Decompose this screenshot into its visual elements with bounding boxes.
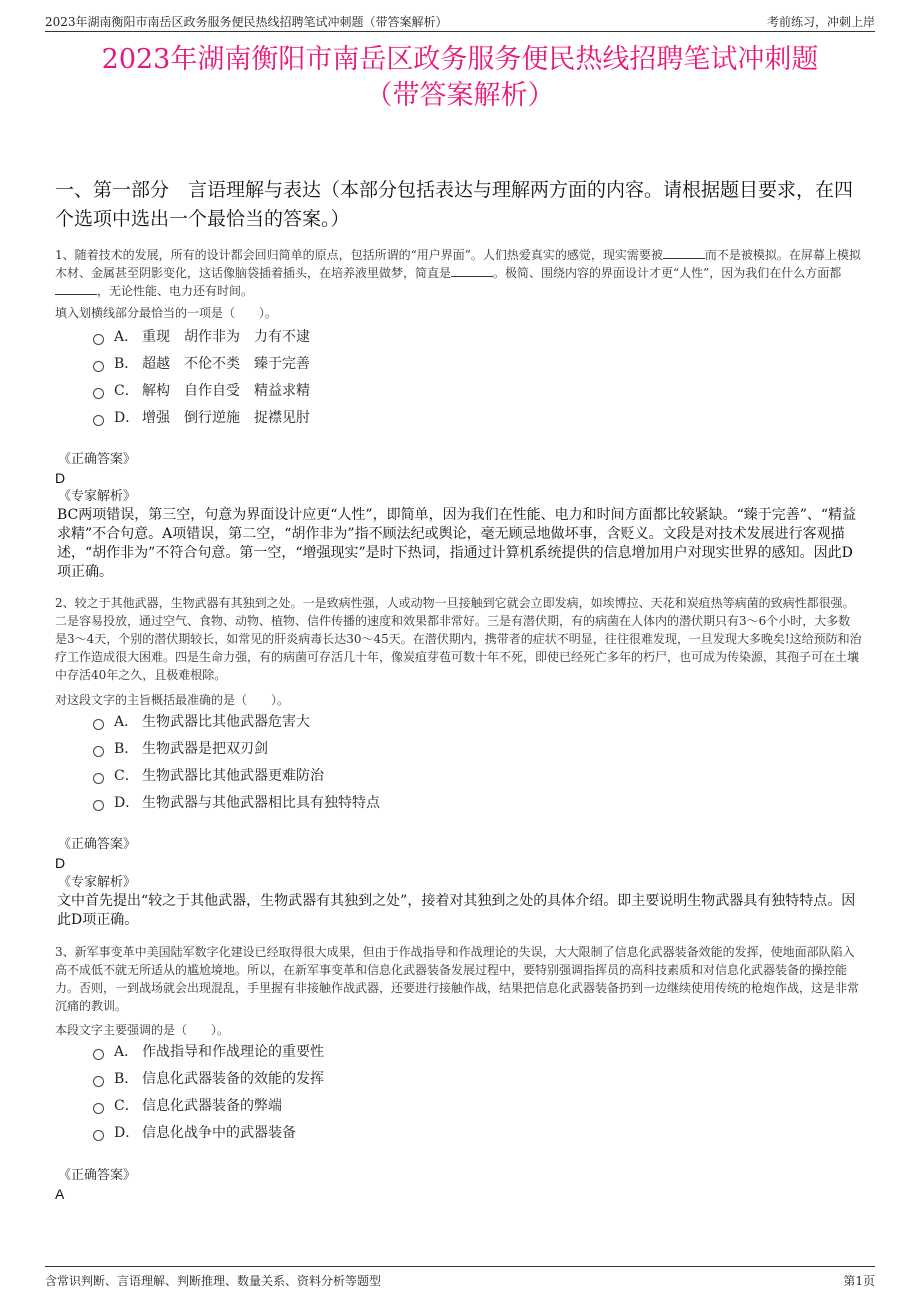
page-header xyxy=(45,10,875,32)
radio-icon[interactable] xyxy=(93,415,104,426)
option-text: 生物武器与其他武器相比具有独特特点 xyxy=(142,795,380,811)
q2-analysis-label: 《专家解析》 xyxy=(58,875,137,890)
q2-answer-label: 《正确答案》 xyxy=(58,837,137,852)
q1-blank-1 xyxy=(663,248,705,259)
option-letter: C． xyxy=(114,768,139,784)
page-footer xyxy=(45,1266,875,1290)
option-text: 信息化武器装备的弊端 xyxy=(142,1098,282,1114)
option-text: 增强 倒行逆施 捉襟见肘 xyxy=(142,410,310,426)
q3-option-a[interactable] xyxy=(93,1040,324,1064)
q1-option-a[interactable] xyxy=(93,325,310,349)
option-letter: A． xyxy=(114,329,139,345)
q1-option-b[interactable] xyxy=(93,352,310,376)
q3-answer-label: 《正确答案》 xyxy=(58,1168,137,1183)
radio-icon[interactable] xyxy=(93,1103,104,1114)
radio-icon[interactable] xyxy=(93,361,104,372)
q1-option-c[interactable] xyxy=(93,379,310,403)
option-letter: D． xyxy=(114,795,140,811)
q3-answer: A xyxy=(55,1186,65,1202)
q2-analysis: 文中首先提出“较之于其他武器，生物武器有其独到之处”，接着对其独到之处的具体介绍。即主要说明生物武器具有独特特点。因此D项正确。 xyxy=(57,893,856,928)
q1-stem-part4: ，无论性能、电力还有时间。 xyxy=(97,284,254,298)
radio-icon[interactable] xyxy=(93,1049,104,1060)
q1-stem-part1: 1、随着技术的发展，所有的设计都会回归简单的原点，包括所谓的“用户界面”。人们热爱真实的感觉，现实需要被 xyxy=(55,248,663,262)
option-letter: A． xyxy=(114,714,139,730)
q1-stem-part2: 而不是被模拟。在屏幕上模拟木材、金属甚至阴影变化，这话像脑袋插着插头，在培养液里做梦，简直是 xyxy=(55,248,861,280)
question-1-stem xyxy=(55,246,862,300)
option-text: 信息化武器装备的效能的发挥 xyxy=(142,1071,324,1087)
radio-icon[interactable] xyxy=(93,334,104,345)
option-letter: D． xyxy=(114,1125,140,1141)
page-number: 第1页 xyxy=(843,1274,875,1288)
q1-answer: D xyxy=(55,470,66,486)
q2-option-a[interactable] xyxy=(93,710,310,734)
q2-option-b[interactable] xyxy=(93,737,268,761)
option-letter: B． xyxy=(114,1071,139,1087)
q1-blank-3 xyxy=(55,284,97,295)
q3-option-c[interactable] xyxy=(93,1094,282,1118)
q1-stem-part3: 。极简、围绕内容的界面设计才更“人性”，因为我们在什么方面都 xyxy=(493,266,842,280)
option-text: 作战指导和作战理论的重要性 xyxy=(142,1044,324,1060)
option-letter: B． xyxy=(114,741,139,757)
q2-option-c[interactable] xyxy=(93,764,324,788)
header-slogan: 考前练习，冲刺上岸 xyxy=(766,15,875,29)
option-text: 超越 不伦不类 臻于完善 xyxy=(142,356,310,372)
page-title xyxy=(40,42,880,114)
radio-icon[interactable] xyxy=(93,746,104,757)
option-letter: C． xyxy=(114,1098,139,1114)
q1-analysis: BC两项错误，第三空，句意为界面设计应更“人性”，即简单，因为我们在性能、电力和时间方面都比较紧缺。“臻于完善”、“精益求精”不合句意。A项错误，第二空，“胡作非为”指不顾法纪或舆论，毫无顾忌地做坏事，含贬义。文段是对技术发展进行客观描述，“胡作非为”不符合句意。第一空，“增强现实”是时下热词，指通过计算机系统提供的信息增加用户对现实世界的感知。因此D项正确。 xyxy=(57,507,857,580)
radio-icon[interactable] xyxy=(93,800,104,811)
option-letter: C． xyxy=(114,383,139,399)
footer-scope: 含常识判断、言语理解、判断推理、数量关系、资料分析等题型 xyxy=(45,1274,382,1288)
option-text: 生物武器比其他武器危害大 xyxy=(142,714,310,730)
question-2-instruction: 对这段文字的主旨概括最准确的是（ ）。 xyxy=(55,693,290,707)
q1-answer-label: 《正确答案》 xyxy=(58,452,137,467)
radio-icon[interactable] xyxy=(93,1076,104,1087)
option-letter: A． xyxy=(114,1044,139,1060)
q1-option-d[interactable] xyxy=(93,406,310,430)
radio-icon[interactable] xyxy=(93,719,104,730)
option-text: 信息化战争中的武器装备 xyxy=(142,1125,296,1141)
radio-icon[interactable] xyxy=(93,773,104,784)
question-2-stem: 2、较之于其他武器，生物武器有其独到之处。一是致病性强，人或动物一旦接触到它就会立即发病，如埃博拉、天花和炭疽热等病菌的致病性都很强。二是容易投放，通过空气、食物、动物、植物、信件传播的速度和效果都非常好。三是有潜伏期，有的病菌在人体内的潜伏期只有3～6个小时，大多数是3～4天，个别的潜伏期较长，如常见的肝炎病毒长达30～45天。在潜伏期内，携带者的症状不明显，往往很难发现，一旦发现大多晚矣!这给预防和治疗工作造成很大困难。四是生命力强，有的病菌可存活几十年，像炭疽芽苞可数十年不死，即使已经死亡多年的朽尸，也可成为传染源，其孢子可在土壤中存活40年之久，且极难根除。 xyxy=(55,596,862,682)
option-letter: B． xyxy=(114,356,139,372)
section-heading: 一、第一部分 言语理解与表达（本部分包括表达与理解两方面的内容。请根据题目要求，在四个选项中选出一个最恰当的答案。） xyxy=(55,179,854,230)
question-1-instruction: 填入划横线部分最恰当的一项是（ ）。 xyxy=(55,306,278,320)
option-letter: D． xyxy=(114,410,140,426)
radio-icon[interactable] xyxy=(93,1130,104,1141)
q2-option-d[interactable] xyxy=(93,791,380,815)
option-text: 生物武器比其他武器更难防治 xyxy=(142,768,324,784)
question-3-instruction: 本段文字主要强调的是（ ）。 xyxy=(55,1023,230,1037)
option-text: 重现 胡作非为 力有不逮 xyxy=(142,329,310,345)
q2-answer: D xyxy=(55,855,66,871)
q1-blank-2 xyxy=(451,266,493,277)
q1-analysis-label: 《专家解析》 xyxy=(58,489,137,504)
radio-icon[interactable] xyxy=(93,388,104,399)
q3-option-b[interactable] xyxy=(93,1067,324,1091)
header-doc-title: 2023年湖南衡阳市南岳区政务服务便民热线招聘笔试冲刺题（带答案解析） xyxy=(45,15,448,29)
option-text: 解构 自作自受 精益求精 xyxy=(142,383,310,399)
title-line-1: 2023年湖南衡阳市南岳区政务服务便民热线招聘笔试冲刺题 xyxy=(101,44,819,75)
q3-option-d[interactable] xyxy=(93,1121,296,1145)
question-3-stem: 3、新军事变革中美国陆军数字化建设已经取得很大成果，但由于作战指导和作战理论的失误，大大限制了信息化武器装备效能的发挥，使地面部队陷入高不成低不就无所适从的尴尬境地。所以，在新军事变革和信息化武器装备发展过程中，要特别强调指挥员的高科技素质和对信息化武器装备的操控能力。否则，一到战场就会出现混乱，手里握有非接触作战武器，还要进行接触作战，结果把信息化武器装备扔到一边继续使用传统的枪炮作战，这是非常沉痛的教训。 xyxy=(55,945,860,1013)
option-text: 生物武器是把双刃剑 xyxy=(142,741,268,757)
title-line-2: （带答案解析） xyxy=(365,80,555,111)
